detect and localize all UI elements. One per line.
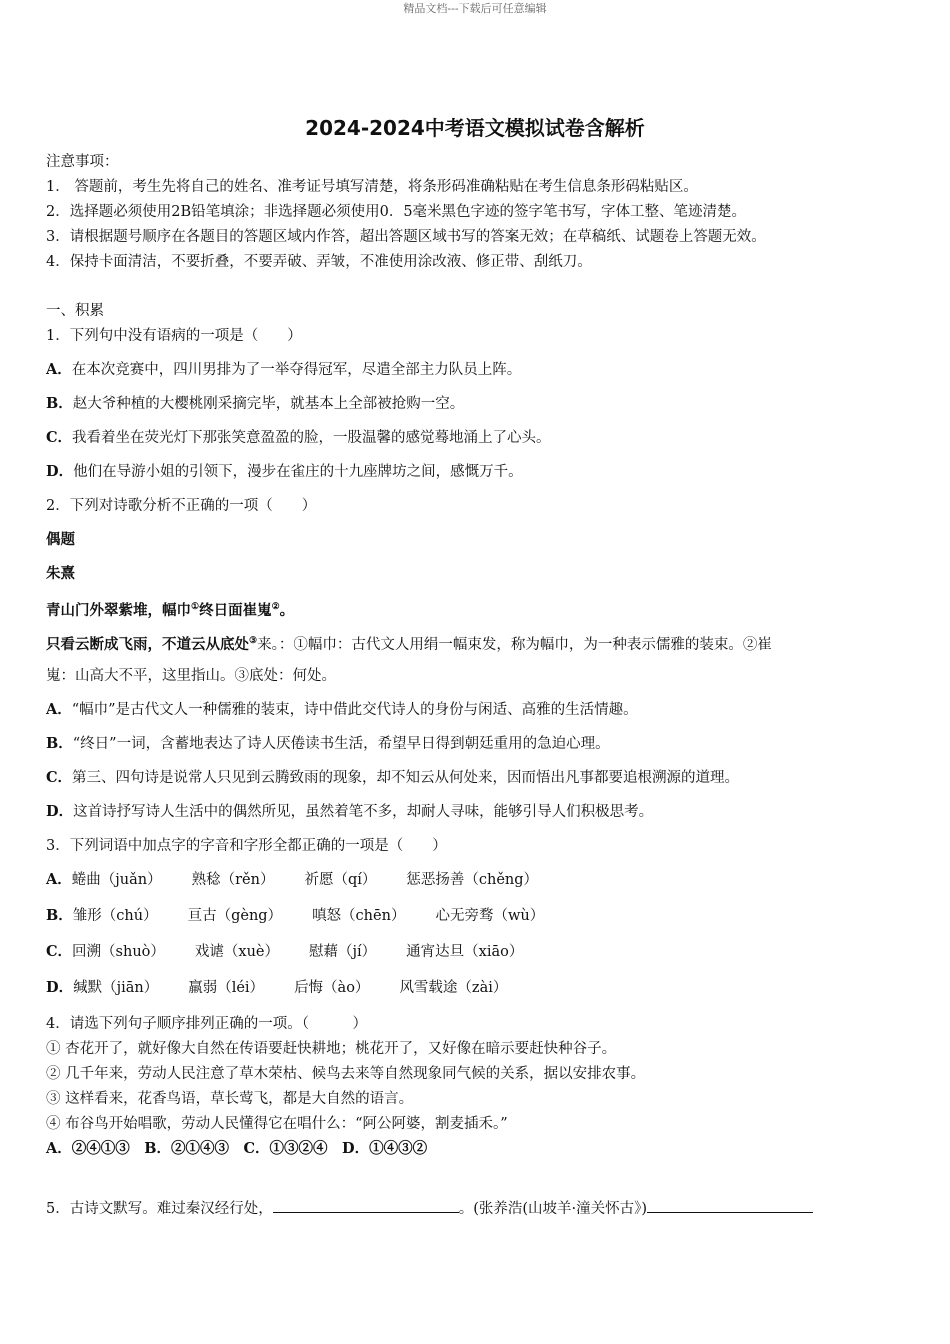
- poem-notes: 嵬：山高大不平，这里指山。③底处：何处。: [46, 668, 336, 684]
- answer-blank[interactable]: [273, 1198, 459, 1213]
- q4-options: A．②④①③ B．②①④③ C．①③②④ D．①④③②: [46, 1140, 428, 1157]
- poem-author: 朱熹: [46, 565, 75, 582]
- q3-stem: 3．下列词语中加点字的字音和字形全都正确的一项是（ ）: [46, 838, 447, 854]
- q3-option-b: B．雏形（chú） 亘古（gèng） 嗔怒（chēn） 心无旁骛（wù）: [46, 907, 545, 924]
- q3-option-c: C．回溯（shuò） 戏谑（xuè） 慰藉（jí） 通宵达旦（xiāo）: [46, 943, 524, 960]
- note-item: 1． 答题前，考生先将自己的姓名、准考证号填写清楚，将条形码准确粘贴在考生信息条形码粘贴区。: [46, 179, 698, 195]
- note-item: 4．保持卡面清洁，不要折叠，不要弄破、弄皱，不准使用涂改液、修正带、刮纸刀。: [46, 254, 592, 270]
- poem-line-2: 只看云断成飞雨，不道云从底处③来。：①幅巾：古代文人用绢一幅束发，称为幅巾，为一种表示儒雅的装束。②崔: [46, 635, 772, 653]
- note-item: 3．请根据题号顺序在各题目的答题区域内作答，超出答题区域书写的答案无效；在草稿纸、试题卷上答题无效。: [46, 229, 766, 245]
- q3-option-a: A．蜷曲（juǎn） 熟稔（rěn） 祈愿（qí） 惩恶扬善（chěng）: [46, 871, 539, 888]
- q1-option-b: B．赵大爷种植的大樱桃刚采摘完毕，就基本上全部被抢购一空。: [46, 395, 465, 412]
- answer-blank[interactable]: [647, 1198, 813, 1213]
- note-item: 2．选择题必须使用2B铅笔填涂；非选择题必须使用0．5毫米黑色字迹的签字笔书写，字体工整、笔迹清楚。: [46, 204, 747, 220]
- q4-stem: 4．请选下列句子顺序排列正确的一项。（ ）: [46, 1016, 367, 1032]
- q2-option-b: B．“终日”一词，含蓄地表达了诗人厌倦读书生活，希望早日得到朝廷重用的急迫心理。: [46, 735, 610, 752]
- q4-sentence: ② 几千年来，劳动人民注意了草木荣枯、候鸟去来等自然现象同气候的关系，据以安排农事。: [46, 1066, 646, 1082]
- q1-option-c: C．我看着坐在荧光灯下那张笑意盈盈的脸，一股温馨的感觉蓦地涌上了心头。: [46, 429, 551, 446]
- q2-stem: 2．下列对诗歌分析不正确的一项（ ）: [46, 498, 317, 514]
- q3-option-d: D．缄默（jiān） 羸弱（léi） 后悔（ào） 风雪载途（zài）: [46, 979, 508, 996]
- q1-option-d: D．他们在导游小姐的引领下，漫步在雀庄的十九座牌坊之间，感慨万千。: [46, 463, 523, 480]
- q2-option-c: C．第三、四句诗是说常人只见到云腾致雨的现象，却不知云从何处来，因而悟出凡事都要追根溯源的道理。: [46, 769, 740, 786]
- q1-stem: 1．下列句中没有语病的一项是（ ）: [46, 328, 302, 344]
- page-title: 2024-2024中考语文模拟试卷含解析: [305, 116, 645, 140]
- q1-option-a: A．在本次竞赛中，四川男排为了一举夺得冠军，尽遣全部主力队员上阵。: [46, 361, 522, 378]
- notes-heading: 注意事项：: [46, 154, 119, 170]
- section-heading: 一、积累: [46, 303, 104, 319]
- poem-line-1: 青山门外翠紫堆，幅巾①终日面崔嵬②。: [46, 601, 295, 619]
- q4-sentence: ③ 这样看来，花香鸟语，草长莺飞，都是大自然的语言。: [46, 1091, 414, 1107]
- page-header: 精品文档---下载后可任意编辑: [403, 2, 547, 15]
- q2-option-a: A．“幅巾”是古代文人一种儒雅的装束，诗中借此交代诗人的身份与闲适、高雅的生活情趣。: [46, 701, 638, 718]
- poem-title: 偶题: [46, 531, 75, 548]
- q4-sentence: ① 杏花开了，就好像大自然在传语要赶快耕地；桃花开了，又好像在暗示要赶快种谷子。: [46, 1041, 617, 1057]
- q2-option-d: D．这首诗抒写诗人生活中的偶然所见，虽然着笔不多，却耐人寻味，能够引导人们积极思考。: [46, 803, 654, 820]
- q5-stem: 5．古诗文默写。难过秦汉经行处， 。(张养浩(山坡羊·潼关怀古》): [46, 1198, 813, 1219]
- q4-sentence: ④ 布谷鸟开始唱歌，劳动人民懂得它在唱什么：“阿公阿婆，割麦插禾。”: [46, 1116, 508, 1132]
